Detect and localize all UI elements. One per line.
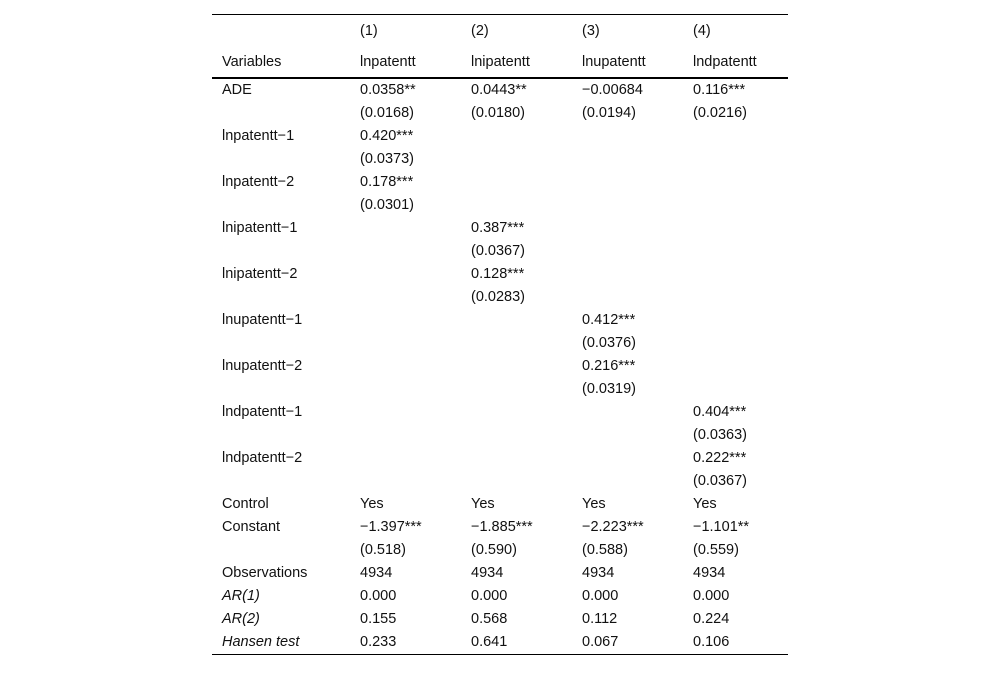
table-cell [572,171,683,194]
table-cell [683,286,788,309]
table-row [212,148,788,171]
regression-table [212,14,788,655]
table-cell [461,125,572,148]
table-cell [683,355,788,378]
table-cell: 0.116*** [693,82,746,98]
table-cell [461,309,572,332]
table-cell: −0.00684 [582,82,643,98]
table-cell [461,332,572,355]
dependent-var-header: lndpatentt [683,47,788,78]
table-cell [683,217,788,240]
table-cell [350,217,461,240]
table-cell: 0.568 [471,611,508,627]
row-label [212,102,350,125]
table-cell: 0.067 [572,631,683,655]
table-cell: 0.000 [360,588,397,604]
table-cell: Yes [693,496,717,512]
table-cell: (0.559) [693,542,739,558]
table-row [212,447,788,470]
table-cell [461,171,572,194]
table-row [212,562,788,585]
row-label: lndpatentt−1 [222,404,303,420]
table-cell: (0.0301) [360,197,415,213]
table-row [212,585,788,608]
column-number-row [212,15,788,48]
row-label [212,424,350,447]
table-row [212,217,788,240]
table-cell: 0.0358** [360,82,416,98]
table-cell [461,148,572,171]
table-row [212,493,788,516]
table-row [212,470,788,493]
table-cell [350,401,461,424]
table-cell: (0.0376) [582,335,637,351]
table-cell: (0.0180) [471,105,526,121]
table-cell [461,355,572,378]
table-cell: (0.0216) [693,105,748,121]
table-row [212,424,788,447]
table-cell [572,286,683,309]
table-cell: 0.000 [582,588,619,604]
table-cell: (0.588) [582,542,628,558]
table-cell [683,194,788,217]
table-row [212,78,788,102]
table-row [212,631,788,655]
row-label: lnupatentt−1 [222,312,303,328]
table-cell: 0.216*** [582,358,636,374]
table-cell [350,240,461,263]
table-row [212,608,788,631]
table-cell: 0.420*** [360,128,414,144]
table-cell: 0.0443** [471,82,527,98]
table-cell: 0.233 [350,631,461,655]
table-cell: −1.397*** [360,519,422,535]
row-label: AR(2) [222,611,260,627]
table-cell [461,401,572,424]
table-cell [572,148,683,171]
row-label [212,194,350,217]
table-row [212,171,788,194]
table-cell [350,332,461,355]
table-cell [683,240,788,263]
column-number: (4) [683,15,788,48]
row-label: Constant [222,519,281,535]
table-cell [683,309,788,332]
table-cell: Yes [360,496,384,512]
table-cell: −2.223*** [582,519,644,535]
table-cell: −1.101** [693,519,750,535]
table-row [212,309,788,332]
table-cell [350,424,461,447]
table-cell [350,263,461,286]
column-number: (1) [350,15,461,48]
row-label: lnupatentt−2 [222,358,303,374]
table-cell [461,378,572,401]
table-cell [350,378,461,401]
table-cell: 4934 [693,565,726,581]
table-cell: 0.178*** [360,174,414,190]
table-cell [350,355,461,378]
table-cell [572,401,683,424]
column-number: (2) [461,15,572,48]
column-number: (3) [572,15,683,48]
table-cell [572,470,683,493]
table-cell: (0.590) [471,542,517,558]
table-cell: 0.106 [683,631,788,655]
row-label [212,539,350,562]
table-row [212,240,788,263]
row-label: Observations [222,565,308,581]
row-label [212,378,350,401]
row-label: Hansen test [212,631,350,655]
table-row [212,401,788,424]
table-row [212,102,788,125]
table-cell: 0.641 [461,631,572,655]
table-cell: Yes [471,496,495,512]
row-label: lnipatentt−1 [222,220,298,236]
table-cell: 0.412*** [582,312,636,328]
table-row [212,125,788,148]
table-cell: −1.885*** [471,519,533,535]
row-label [212,148,350,171]
table-cell [572,194,683,217]
table-cell: (0.0168) [360,105,415,121]
table-cell: (0.0367) [471,243,526,259]
table-row [212,263,788,286]
table-cell [572,447,683,470]
row-label: lnpatentt−1 [222,128,295,144]
table-cell: 0.112 [582,611,618,627]
table-row [212,194,788,217]
table-cell: 4934 [471,565,504,581]
table-cell [683,332,788,355]
table-row [212,516,788,539]
header-row [212,47,788,78]
table-cell [461,447,572,470]
table-cell [683,378,788,401]
table-cell: 0.000 [693,588,730,604]
table-row [212,539,788,562]
table-cell [461,424,572,447]
dependent-var-header: lnpatentt [350,47,461,78]
row-label: AR(1) [222,588,260,604]
row-label: lnpatentt−2 [222,174,295,190]
table-cell: 0.128*** [471,266,525,282]
table-cell [572,217,683,240]
table-cell: 0.000 [471,588,508,604]
dependent-var-header: lnupatentt [572,47,683,78]
table-cell: Yes [582,496,606,512]
table-cell [683,125,788,148]
table-cell: 4934 [582,565,615,581]
table-cell [350,447,461,470]
table-cell: (0.0367) [693,473,748,489]
table-cell [461,470,572,493]
table-cell [572,240,683,263]
variables-header: Variables [212,47,350,78]
row-label: ADE [222,82,252,98]
table-row [212,355,788,378]
table-cell [350,286,461,309]
dependent-var-header: lnipatentt [461,47,572,78]
table-row [212,378,788,401]
table-cell: (0.0373) [360,151,415,167]
table-cell: 0.224 [693,611,730,627]
table-cell [572,125,683,148]
table-row [212,332,788,355]
table-cell: (0.0319) [582,381,637,397]
table-cell [350,470,461,493]
table-cell: (0.0363) [693,427,748,443]
table-row [212,286,788,309]
row-label [212,470,350,493]
row-label [212,332,350,355]
table-cell: 0.222*** [693,450,747,466]
table-cell: (0.0283) [471,289,526,305]
row-label: lnipatentt−2 [222,266,298,282]
table-cell [683,263,788,286]
table-cell [683,148,788,171]
table-cell [350,309,461,332]
row-label: lndpatentt−2 [222,450,303,466]
table-cell [461,194,572,217]
row-label [212,286,350,309]
table-cell [572,263,683,286]
table-cell [683,171,788,194]
table-cell: 0.155 [360,611,397,627]
table-cell [572,424,683,447]
table-cell: 0.387*** [471,220,525,236]
table-cell: (0.518) [360,542,406,558]
table-cell: 0.404*** [693,404,747,420]
table-cell: 4934 [360,565,393,581]
table-cell: (0.0194) [582,105,637,121]
row-label [212,240,350,263]
row-label: Control [222,496,269,512]
blank-header-cell [212,15,350,48]
